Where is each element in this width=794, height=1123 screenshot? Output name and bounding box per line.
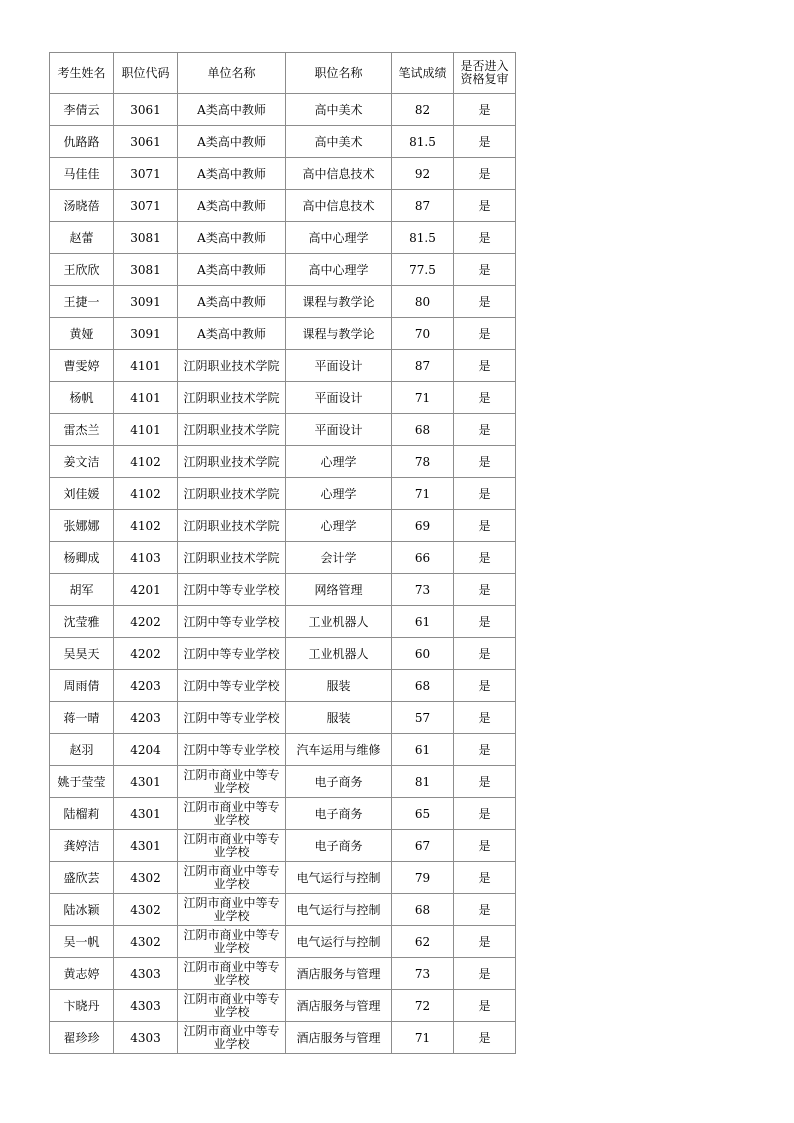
written-score-cell: 87: [392, 190, 454, 222]
unit-name-text: A类高中教师: [197, 294, 266, 309]
written-score-cell: 60: [392, 638, 454, 670]
review-status-cell: 是: [454, 1022, 516, 1054]
unit-name-cell: [178, 702, 286, 734]
position-code-cell: 4202: [114, 638, 178, 670]
table-row: [50, 1022, 516, 1054]
table-row: [50, 382, 516, 414]
review-status-cell: 是: [454, 222, 516, 254]
unit-name-text: A类高中教师: [197, 134, 266, 149]
position-code-cell: 4101: [114, 382, 178, 414]
position-code-cell: 4203: [114, 702, 178, 734]
written-score-cell: 87: [392, 350, 454, 382]
candidate-name-cell: 沈莹雅: [50, 606, 114, 638]
review-status-cell: 是: [454, 798, 516, 830]
candidate-name-cell: 黄娅: [50, 318, 114, 350]
unit-name-cell: [178, 606, 286, 638]
candidate-name-cell: 卞晓丹: [50, 990, 114, 1022]
unit-name-text: A类高中教师: [197, 230, 266, 245]
position-code-cell: 4102: [114, 478, 178, 510]
table-row: [50, 126, 516, 158]
position-code-cell: 4102: [114, 446, 178, 478]
position-name-cell: 电气运行与控制: [286, 926, 392, 958]
candidate-name-cell: 翟珍珍: [50, 1022, 114, 1054]
unit-name-text: 江阴职业技术学院: [183, 486, 280, 501]
position-name-cell: 服装: [286, 670, 392, 702]
position-name-cell: 电子商务: [286, 830, 392, 862]
review-status-cell: 是: [454, 414, 516, 446]
position-code-cell: 4302: [114, 894, 178, 926]
written-score-cell: 62: [392, 926, 454, 958]
candidate-name-cell: 盛欣芸: [50, 862, 114, 894]
candidate-name-cell: 姚于莹莹: [50, 766, 114, 798]
unit-name-text: 江阴中等专业学校: [183, 742, 280, 757]
candidate-name-cell: 李倩云: [50, 94, 114, 126]
position-code-cell: 4301: [114, 798, 178, 830]
candidate-name-cell: 胡军: [50, 574, 114, 606]
review-status-cell: 是: [454, 382, 516, 414]
written-score-cell: 73: [392, 958, 454, 990]
written-score-cell: 71: [392, 1022, 454, 1054]
position-code-cell: 4103: [114, 542, 178, 574]
position-code-cell: 4302: [114, 926, 178, 958]
unit-name-text: 江阴市商业中等专业学校: [183, 927, 280, 955]
written-score-cell: 57: [392, 702, 454, 734]
position-code-cell: 4302: [114, 862, 178, 894]
unit-name-text: A类高中教师: [197, 166, 266, 181]
unit-name-cell: [178, 830, 286, 862]
written-score-cell: 73: [392, 574, 454, 606]
position-code-cell: 4303: [114, 958, 178, 990]
unit-name-cell: [178, 510, 286, 542]
review-status-cell: 是: [454, 926, 516, 958]
header-row: [50, 53, 516, 94]
unit-name-cell: [178, 350, 286, 382]
table-row: [50, 446, 516, 478]
position-code-cell: 4203: [114, 670, 178, 702]
unit-name-text: 江阴中等专业学校: [183, 614, 280, 629]
unit-name-text: 江阴市商业中等专业学校: [183, 863, 280, 891]
written-score-cell: 79: [392, 862, 454, 894]
unit-name-cell: [178, 286, 286, 318]
unit-name-text: 江阴中等专业学校: [183, 582, 280, 597]
review-status-cell: 是: [454, 158, 516, 190]
position-name-cell: 心理学: [286, 478, 392, 510]
review-status-cell: 是: [454, 254, 516, 286]
written-score-cell: 68: [392, 414, 454, 446]
review-status-cell: 是: [454, 766, 516, 798]
position-name-cell: 电气运行与控制: [286, 894, 392, 926]
table-row: [50, 94, 516, 126]
review-status-cell: 是: [454, 542, 516, 574]
table-row: [50, 414, 516, 446]
position-name-cell: 高中信息技术: [286, 190, 392, 222]
review-status-cell: 是: [454, 94, 516, 126]
unit-name-text: 江阴职业技术学院: [183, 550, 280, 565]
unit-name-text: 江阴职业技术学院: [183, 454, 280, 469]
candidate-name-cell: 黄志婷: [50, 958, 114, 990]
position-code-cell: 4303: [114, 990, 178, 1022]
unit-name-text: 江阴中等专业学校: [183, 678, 280, 693]
written-score-cell: 68: [392, 894, 454, 926]
unit-name-text: 江阴市商业中等专业学校: [183, 1023, 280, 1051]
unit-name-cell: [178, 862, 286, 894]
position-code-cell: 3081: [114, 254, 178, 286]
unit-name-cell: [178, 1022, 286, 1054]
header-qualification-review-label: 是否进入资格复审: [460, 59, 509, 86]
position-name-cell: 高中美术: [286, 126, 392, 158]
review-status-cell: 是: [454, 318, 516, 350]
position-code-cell: 4301: [114, 766, 178, 798]
position-name-cell: 电气运行与控制: [286, 862, 392, 894]
position-code-cell: 3061: [114, 126, 178, 158]
table-row: [50, 158, 516, 190]
written-score-cell: 68: [392, 670, 454, 702]
written-score-cell: 61: [392, 606, 454, 638]
unit-name-text: 江阴市商业中等专业学校: [183, 991, 280, 1019]
candidate-name-cell: 张娜娜: [50, 510, 114, 542]
review-status-cell: 是: [454, 670, 516, 702]
unit-name-cell: [178, 414, 286, 446]
position-code-cell: 4102: [114, 510, 178, 542]
unit-name-text: A类高中教师: [197, 326, 266, 341]
position-code-cell: 4301: [114, 830, 178, 862]
candidate-name-cell: 赵羽: [50, 734, 114, 766]
candidate-name-cell: 雷杰兰: [50, 414, 114, 446]
position-code-cell: 3071: [114, 158, 178, 190]
position-code-cell: 4202: [114, 606, 178, 638]
position-name-cell: 服装: [286, 702, 392, 734]
position-name-cell: 平面设计: [286, 414, 392, 446]
unit-name-cell: [178, 542, 286, 574]
review-status-cell: 是: [454, 894, 516, 926]
position-name-cell: 平面设计: [286, 350, 392, 382]
unit-name-cell: [178, 734, 286, 766]
candidate-name-cell: 陆榴莉: [50, 798, 114, 830]
position-name-cell: 电子商务: [286, 766, 392, 798]
position-name-cell: 高中信息技术: [286, 158, 392, 190]
unit-name-text: A类高中教师: [197, 102, 266, 117]
written-score-cell: 77.5: [392, 254, 454, 286]
written-score-cell: 67: [392, 830, 454, 862]
position-name-cell: 高中美术: [286, 94, 392, 126]
position-name-cell: 网络管理: [286, 574, 392, 606]
review-status-cell: 是: [454, 830, 516, 862]
candidate-name-cell: 姜文洁: [50, 446, 114, 478]
candidate-name-cell: 刘佳媛: [50, 478, 114, 510]
unit-name-text: 江阴职业技术学院: [183, 390, 280, 405]
unit-name-cell: [178, 318, 286, 350]
position-code-cell: 4101: [114, 350, 178, 382]
position-code-cell: 3081: [114, 222, 178, 254]
position-name-cell: 汽车运用与维修: [286, 734, 392, 766]
candidate-name-cell: 曹雯婷: [50, 350, 114, 382]
candidate-name-cell: 马佳佳: [50, 158, 114, 190]
candidate-name-cell: 杨卿成: [50, 542, 114, 574]
unit-name-cell: [178, 254, 286, 286]
written-score-cell: 78: [392, 446, 454, 478]
position-code-cell: 4204: [114, 734, 178, 766]
unit-name-text: 江阴市商业中等专业学校: [183, 767, 280, 795]
unit-name-cell: [178, 958, 286, 990]
position-name-cell: 心理学: [286, 446, 392, 478]
header-unit-name: 单位名称: [178, 53, 286, 94]
written-score-cell: 81: [392, 766, 454, 798]
table-row: [50, 894, 516, 926]
review-status-cell: 是: [454, 606, 516, 638]
unit-name-cell: [178, 126, 286, 158]
position-code-cell: 3091: [114, 286, 178, 318]
review-status-cell: 是: [454, 862, 516, 894]
unit-name-cell: [178, 990, 286, 1022]
table-row: [50, 510, 516, 542]
table-body: [50, 94, 516, 1054]
candidate-name-cell: 仇路路: [50, 126, 114, 158]
table-row: [50, 222, 516, 254]
unit-name-cell: [178, 926, 286, 958]
unit-name-cell: [178, 670, 286, 702]
position-code-cell: 3071: [114, 190, 178, 222]
position-name-cell: 工业机器人: [286, 638, 392, 670]
review-status-cell: 是: [454, 350, 516, 382]
written-score-cell: 69: [392, 510, 454, 542]
position-code-cell: 3061: [114, 94, 178, 126]
unit-name-cell: [178, 382, 286, 414]
candidate-name-cell: 王欣欣: [50, 254, 114, 286]
unit-name-cell: [178, 446, 286, 478]
table-row: [50, 542, 516, 574]
review-status-cell: 是: [454, 446, 516, 478]
written-score-cell: 82: [392, 94, 454, 126]
header-candidate-name: 考生姓名: [50, 53, 114, 94]
review-status-cell: 是: [454, 286, 516, 318]
table-row: [50, 574, 516, 606]
unit-name-cell: [178, 638, 286, 670]
position-name-cell: 课程与教学论: [286, 318, 392, 350]
written-score-cell: 66: [392, 542, 454, 574]
position-name-cell: 酒店服务与管理: [286, 1022, 392, 1054]
candidate-name-cell: 蒋一晴: [50, 702, 114, 734]
unit-name-text: 江阴职业技术学院: [183, 358, 280, 373]
written-score-cell: 80: [392, 286, 454, 318]
candidate-name-cell: 吴昊天: [50, 638, 114, 670]
table-row: [50, 190, 516, 222]
table-row: [50, 350, 516, 382]
candidate-name-cell: 龚婷洁: [50, 830, 114, 862]
table-row: [50, 478, 516, 510]
unit-name-text: 江阴中等专业学校: [183, 646, 280, 661]
position-name-cell: 酒店服务与管理: [286, 958, 392, 990]
unit-name-cell: [178, 798, 286, 830]
table-row: [50, 990, 516, 1022]
unit-name-cell: [178, 766, 286, 798]
unit-name-cell: [178, 190, 286, 222]
unit-name-text: 江阴市商业中等专业学校: [183, 895, 280, 923]
table-row: [50, 926, 516, 958]
table-row: [50, 254, 516, 286]
unit-name-cell: [178, 894, 286, 926]
position-code-cell: 4201: [114, 574, 178, 606]
review-status-cell: 是: [454, 126, 516, 158]
table-row: [50, 830, 516, 862]
unit-name-cell: [178, 574, 286, 606]
table-row: [50, 734, 516, 766]
position-name-cell: 心理学: [286, 510, 392, 542]
unit-name-text: 江阴市商业中等专业学校: [183, 799, 280, 827]
written-score-cell: 81.5: [392, 126, 454, 158]
table-row: [50, 702, 516, 734]
written-score-cell: 71: [392, 382, 454, 414]
position-code-cell: 4303: [114, 1022, 178, 1054]
written-score-cell: 65: [392, 798, 454, 830]
unit-name-text: A类高中教师: [197, 262, 266, 277]
table-row: [50, 670, 516, 702]
written-score-cell: 72: [392, 990, 454, 1022]
review-status-cell: 是: [454, 734, 516, 766]
unit-name-text: A类高中教师: [197, 198, 266, 213]
position-name-cell: 会计学: [286, 542, 392, 574]
written-score-cell: 61: [392, 734, 454, 766]
candidate-name-cell: 吴一帆: [50, 926, 114, 958]
table-row: [50, 798, 516, 830]
written-score-cell: 92: [392, 158, 454, 190]
candidate-name-cell: 陆冰颖: [50, 894, 114, 926]
review-status-cell: 是: [454, 638, 516, 670]
unit-name-cell: [178, 158, 286, 190]
table-row: [50, 286, 516, 318]
candidate-name-cell: 赵蕾: [50, 222, 114, 254]
review-status-cell: 是: [454, 574, 516, 606]
table-row: [50, 638, 516, 670]
position-name-cell: 课程与教学论: [286, 286, 392, 318]
unit-name-text: 江阴市商业中等专业学校: [183, 831, 280, 859]
unit-name-text: 江阴职业技术学院: [183, 518, 280, 533]
candidate-name-cell: 汤晓蓓: [50, 190, 114, 222]
unit-name-cell: [178, 222, 286, 254]
position-name-cell: 平面设计: [286, 382, 392, 414]
table-row: [50, 766, 516, 798]
position-name-cell: 高中心理学: [286, 254, 392, 286]
table-header: [50, 53, 516, 94]
header-written-score: 笔试成绩: [392, 53, 454, 94]
review-status-cell: 是: [454, 958, 516, 990]
candidate-name-cell: 周雨倩: [50, 670, 114, 702]
position-code-cell: 4101: [114, 414, 178, 446]
review-status-cell: 是: [454, 510, 516, 542]
review-status-cell: 是: [454, 702, 516, 734]
unit-name-cell: [178, 94, 286, 126]
header-position-code: 职位代码: [114, 53, 178, 94]
review-status-cell: 是: [454, 478, 516, 510]
header-qualification-review: [454, 53, 516, 94]
position-name-cell: 酒店服务与管理: [286, 990, 392, 1022]
written-score-cell: 71: [392, 478, 454, 510]
candidate-name-cell: 杨帆: [50, 382, 114, 414]
unit-name-cell: [178, 478, 286, 510]
review-status-cell: 是: [454, 990, 516, 1022]
position-code-cell: 3091: [114, 318, 178, 350]
position-name-cell: 电子商务: [286, 798, 392, 830]
written-score-cell: 81.5: [392, 222, 454, 254]
unit-name-text: 江阴职业技术学院: [183, 422, 280, 437]
unit-name-text: 江阴市商业中等专业学校: [183, 959, 280, 987]
table-row: [50, 606, 516, 638]
table-row: [50, 318, 516, 350]
table-row: [50, 862, 516, 894]
position-name-cell: 高中心理学: [286, 222, 392, 254]
header-position-name: 职位名称: [286, 53, 392, 94]
table-row: [50, 958, 516, 990]
review-status-cell: 是: [454, 190, 516, 222]
written-score-cell: 70: [392, 318, 454, 350]
candidate-name-cell: 王捷一: [50, 286, 114, 318]
unit-name-text: 江阴中等专业学校: [183, 710, 280, 725]
position-name-cell: 工业机器人: [286, 606, 392, 638]
exam-results-table: [49, 52, 516, 1054]
